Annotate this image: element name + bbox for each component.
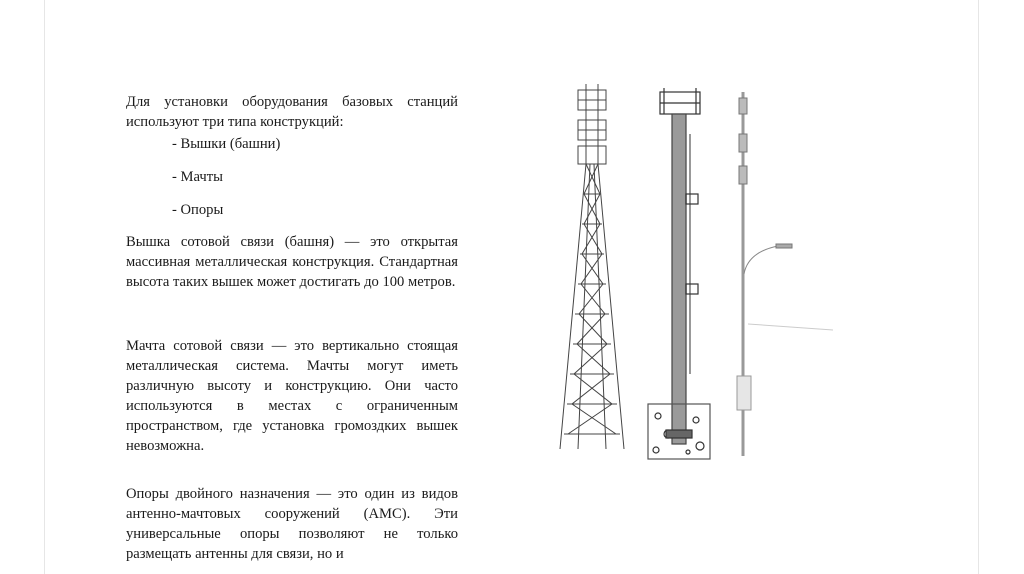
list-item-masts: - Мачты	[172, 169, 223, 185]
list-item-poles: - Опоры	[172, 202, 224, 218]
page-right-edge	[978, 0, 979, 574]
mast-paragraph: Мачта сотовой связи — это вертикально стоящая металлическая система. Мачты могут иметь различную высоту и конструкцию. Они часто используются в местах с ограниченным пространством, где установка громоздких вышек невозможна.	[126, 338, 458, 454]
tower-paragraph: Вышка сотовой связи (башня) — это открытая массивная металлическая конструкция. Стандартная высота таких вышек может достигать до 100 метров.	[126, 234, 458, 290]
page-left-edge	[44, 0, 45, 574]
structures-illustration	[548, 84, 848, 464]
intro-paragraph: Для установки оборудования базовых станций используют три типа конструкций:	[126, 94, 458, 130]
list-item-towers: - Вышки (башни)	[172, 136, 281, 152]
dual-purpose-pole-drawing	[737, 92, 833, 456]
pole-paragraph: Опоры двойного назначения — это один из видов антенно-мачтовых сооружений (АМС). Эти универсальные опоры позволяют не только размещать антенны для связи, но и	[126, 486, 458, 562]
lattice-tower-drawing	[560, 84, 624, 449]
monopole-mast-drawing	[648, 88, 710, 459]
